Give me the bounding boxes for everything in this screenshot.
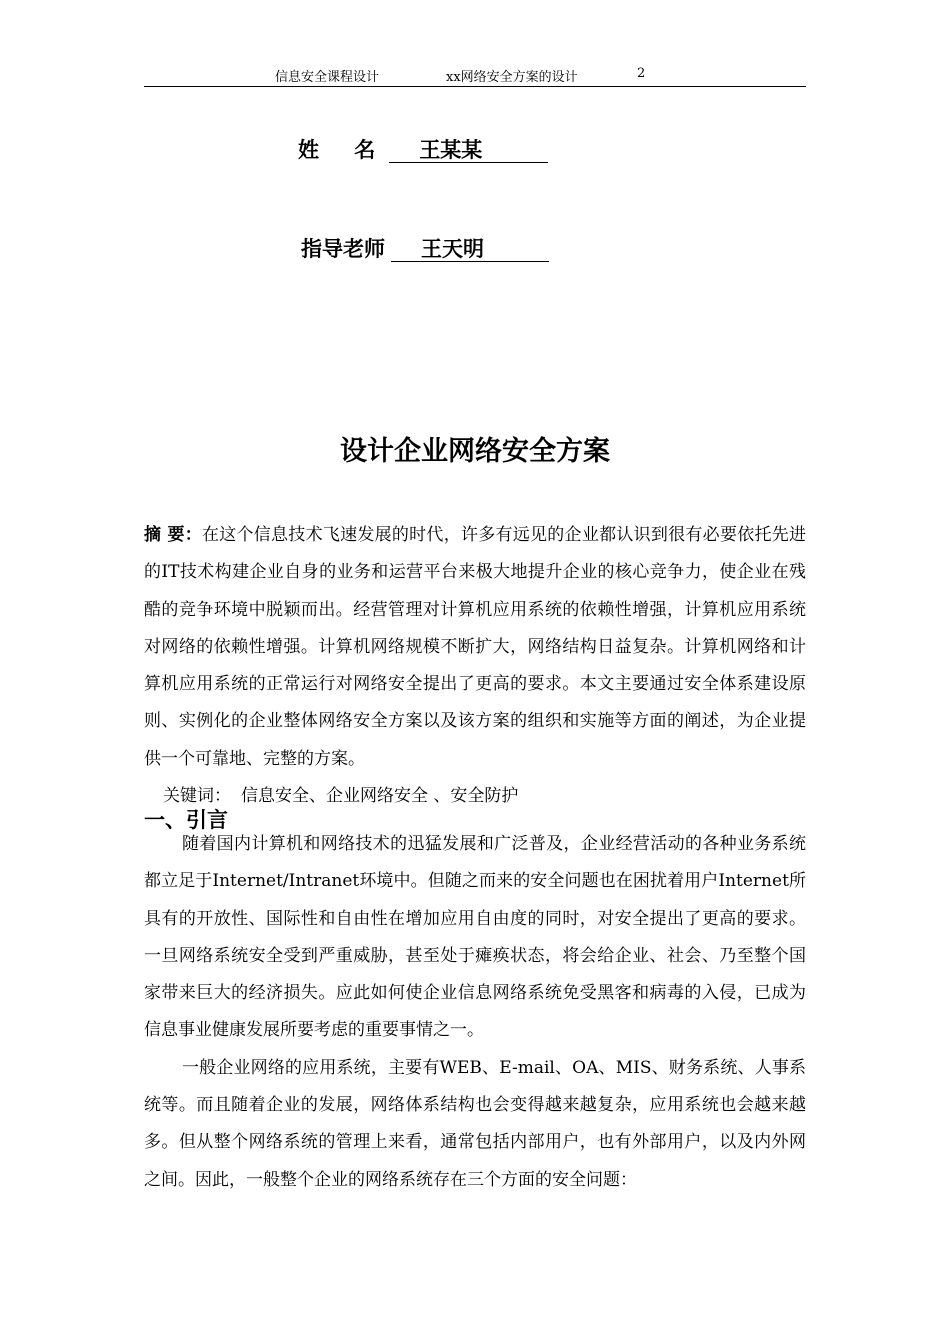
abstract-label: 摘 要： (144, 525, 202, 545)
keywords-label: 关键词： (163, 786, 231, 806)
advisor-field (301, 233, 549, 263)
abstract-text: 在这个信息技术飞速发展的时代，许多有远见的企业都认识到很有必要依托先进的IT技术构建企业自身的业务和运营平台来极大地提升企业的核心竞争力，使企业在残酷的竞争环境中脱颖而出。经营管理对计算机应用系统的依赖性增强，计算机应用系统对网络的依赖性增强。计算机网络规模不断扩大，网络结构日益复杂。计算机网络和计算机应用系统的正常运行对网络安全提出了更高的要求。本文主要通过安全体系建设原则、实例化的企业整体网络安全方案以及该方案的组织和实施等方面的阐述，为企业提供一个可靠地、完整的方案。 (144, 525, 807, 769)
header-title: xx网络安全方案的设计 (446, 70, 578, 85)
student-name-field (298, 134, 548, 164)
paragraph: 随着国内计算机和网络技术的迅猛发展和广泛普及，企业经营活动的各种业务系统都立足于Internet/Intranet环境中。但随之而来的安全问题也在困扰着用户Internet所具有的开放性、国际性和自由性在增加应用自由度的同时，对安全提出了更高的要求。一旦网络系统安全受到严重威胁，甚至处于瘫痪状态，将会给企业、社会、乃至整个国家带来巨大的经济损失。应此如何使企业信息网络系统免受黑客和病毒的入侵，已成为信息事业健康发展所要考虑的重要事情之一。 (144, 834, 806, 1041)
page-header (144, 62, 806, 87)
document-title: 设计企业网络安全方案 (340, 436, 610, 467)
abstract (144, 517, 806, 778)
header-course: 信息安全课程设计 (275, 70, 380, 85)
keywords (163, 781, 518, 806)
header-page-number: 2 (637, 66, 646, 81)
paragraph: 一般企业网络的应用系统，主要有WEB、E-mail、OA、MIS、财务系统、人事系统等。而且随着企业的发展，网络体系结构也会变得越来越复杂，应用系统也会越来越多。但从整个网络系统的管理上来看，通常包括内部用户，也有外部用户，以及内外网之间。因此，一般整个企业的网络系统存在三个方面的安全问题： (144, 1057, 806, 1190)
keywords-value: 信息安全、企业网络安全 、安全防护 (241, 786, 519, 806)
section-body (144, 826, 806, 1199)
section-heading: 一、引言 (144, 808, 228, 832)
advisor-label: 指导老师 (301, 237, 385, 261)
student-name-label: 姓 名 (298, 138, 390, 162)
advisor-value: 王天明 (391, 237, 549, 262)
student-name-value: 王某某 (389, 138, 548, 163)
